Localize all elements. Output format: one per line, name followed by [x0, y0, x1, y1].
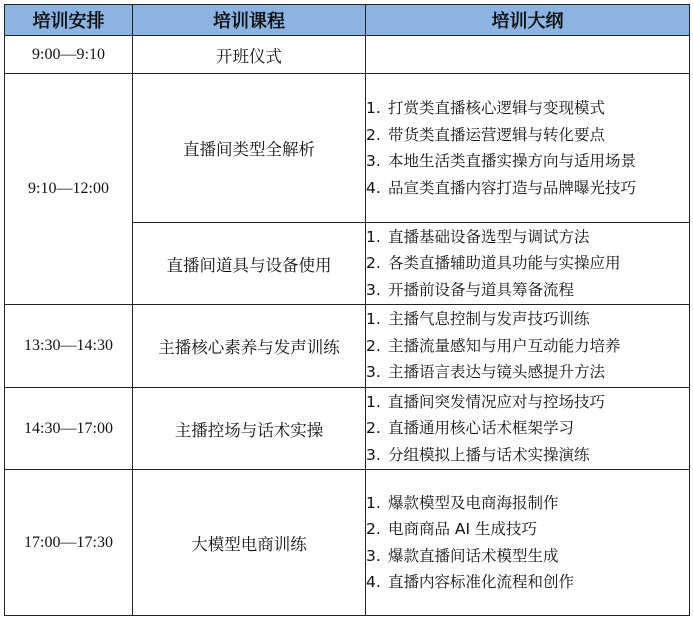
course-cell: 主播核心素养与发声训练: [133, 305, 366, 388]
outline-item: [366, 224, 689, 251]
item-text: 主播语言表达与镜头感提升方法: [388, 363, 606, 382]
item-text: 直播间突发情况应对与控场技巧: [388, 392, 606, 411]
outline-cell: [366, 470, 690, 616]
outline-item: [366, 250, 689, 277]
item-number: 2.: [366, 254, 381, 273]
time-cell: 9:10—12:00: [5, 74, 133, 305]
table-row: [5, 470, 690, 616]
item-text: 品宣类直播内容打造与品牌曝光技巧: [388, 178, 637, 197]
item-number: 2.: [366, 419, 381, 438]
outline-cell: [366, 305, 690, 388]
item-text: 开播前设备与道具筹备流程: [388, 280, 575, 299]
time-cell: 13:30—14:30: [5, 305, 133, 388]
course-cell: 主播控场与话术实操: [133, 388, 366, 470]
table-row: [5, 36, 690, 74]
outline-list: [366, 95, 689, 201]
course-cell: 开班仪式: [133, 36, 366, 74]
item-number: 1.: [366, 392, 381, 411]
header-schedule: 培训安排: [5, 5, 133, 36]
item-number: 1.: [366, 99, 381, 117]
header-row: [5, 5, 690, 36]
course-cell: 直播间道具与设备使用: [133, 223, 366, 305]
outline-item: [366, 175, 689, 202]
item-text: 爆款直播间话术模型生成: [388, 546, 559, 565]
time-cell: 14:30—17:00: [5, 388, 133, 470]
item-number: 3.: [366, 280, 381, 299]
item-number: 2.: [366, 125, 381, 144]
item-number: 2.: [366, 520, 381, 538]
header-outline: 培训大纲: [366, 5, 690, 36]
time-cell: 9:00—9:10: [5, 36, 133, 74]
item-text: 爆款模型及电商海报制作: [388, 493, 559, 512]
header-course: 培训课程: [133, 5, 366, 36]
outline-item: [366, 95, 689, 122]
item-text: 主播流量感知与用户互动能力培养: [388, 336, 621, 355]
training-schedule-table: [4, 4, 690, 616]
item-text: 各类直播辅助道具功能与实操应用: [388, 254, 621, 273]
outline-item: [366, 442, 689, 469]
outline-list: [366, 490, 689, 596]
item-text: 主播气息控制与发声技巧训练: [388, 310, 590, 329]
item-number: 3.: [366, 546, 381, 565]
item-number: 4.: [366, 178, 381, 197]
item-text: 直播基础设备选型与调试方法: [388, 227, 590, 246]
outline-item: [366, 415, 689, 442]
outline-list: [366, 389, 689, 469]
item-number: 1.: [366, 227, 381, 246]
outline-cell: [366, 74, 690, 223]
item-text: 直播通用核心话术框架学习: [388, 419, 575, 438]
outline-item: [366, 333, 689, 360]
outline-item: [366, 389, 689, 416]
outline-cell: [366, 36, 690, 74]
outline-list: [366, 224, 689, 304]
time-cell: 17:00—17:30: [5, 470, 133, 616]
outline-list: [366, 306, 689, 386]
table-row: [5, 74, 690, 223]
table-row: [5, 305, 690, 388]
table-row: [5, 388, 690, 470]
item-text: 分组模拟上播与话术实操演练: [388, 445, 590, 464]
item-text: 本地生活类直播实操方向与适用场景: [388, 152, 637, 170]
outline-item: [366, 148, 689, 175]
item-number: 3.: [366, 445, 381, 464]
item-text: 带货类直播运营逻辑与转化要点: [388, 125, 606, 144]
item-number: 1.: [366, 493, 381, 512]
outline-item: [366, 306, 689, 333]
outline-cell: [366, 223, 690, 305]
outline-item: [366, 490, 689, 517]
item-number: 4.: [366, 573, 381, 591]
item-text: 电商商品 AI 生成技巧: [388, 520, 538, 538]
outline-item: [366, 277, 689, 304]
outline-cell: [366, 388, 690, 470]
course-cell: 直播间类型全解析: [133, 74, 366, 223]
item-number: 3.: [366, 363, 381, 382]
item-number: 1.: [366, 310, 381, 329]
item-text: 直播内容标准化流程和创作: [388, 573, 575, 591]
outline-item: [366, 543, 689, 570]
item-text: 打赏类直播核心逻辑与变现模式: [388, 99, 606, 117]
item-number: 2.: [366, 336, 381, 355]
outline-item: [366, 122, 689, 149]
outline-item: [366, 569, 689, 596]
course-cell: 大模型电商训练: [133, 470, 366, 616]
outline-item: [366, 516, 689, 543]
item-number: 3.: [366, 152, 381, 170]
outline-item: [366, 359, 689, 386]
